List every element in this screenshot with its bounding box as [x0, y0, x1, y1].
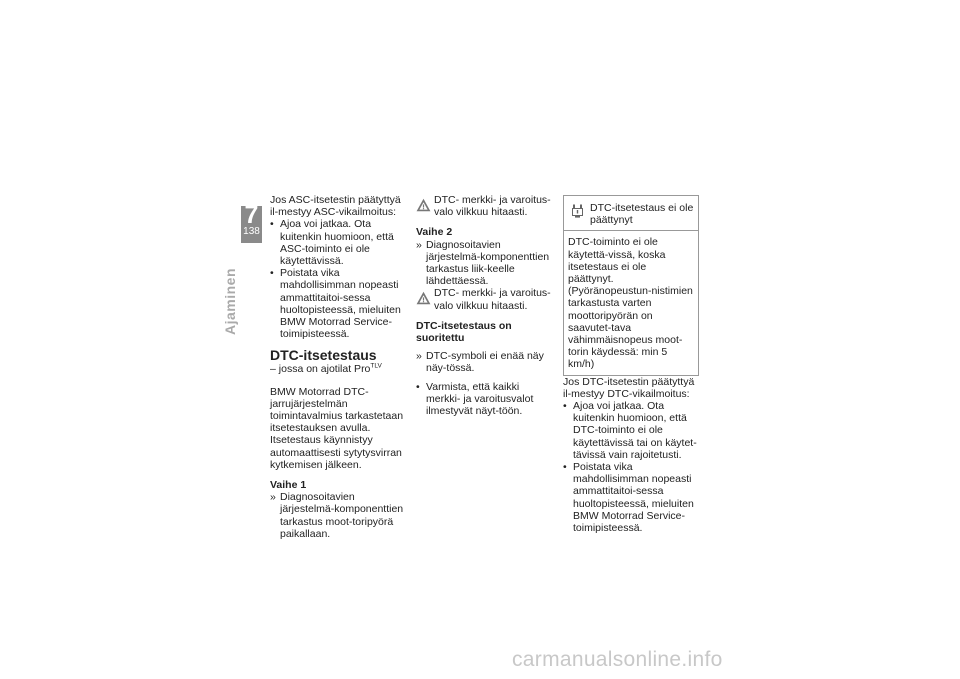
step-heading: Vaihe 1: [270, 479, 307, 492]
warning-icon: [416, 291, 431, 305]
list-item: • Poistata vika mahdollisimman nopeasti ammattitaitoi-sessa huoltopisteessä, mieluiten BMW Motorrad Service-toimipisteessä.: [563, 461, 694, 535]
step-heading: Vaihe 2: [416, 226, 453, 239]
column-2: [416, 194, 556, 417]
list-item: • Poistata vika mahdollisimman nopeasti ammattitaitoi-sessa huoltopisteessä, mieluiten BMW Motorrad Service-toimipisteessä.: [270, 267, 401, 341]
step-item: » DTC-symboli ei enää näy näy-tössä.: [416, 350, 544, 375]
page-number: 138: [243, 226, 260, 237]
warning-note: DTC- merkki- ja varoitus-valo vilkkuu hitaasti.: [416, 194, 556, 218]
step-item: » Diagnosoitavien järjestelmä-komponenttien tarkastus moot-toripyörä paikallaan.: [270, 491, 404, 540]
warning-icon: [416, 198, 431, 212]
info-icon: [572, 204, 583, 218]
dtc-intro: Jos DTC-itsetestin päätyttyä il-mestyy DTC-vikailmoitus:: [563, 375, 695, 400]
info-title: DTC-itsetestaus ei ole päättynyt: [590, 202, 694, 227]
info-box: [563, 195, 699, 376]
step-heading: DTC-itsetestaus on suoritettu: [416, 319, 512, 345]
column-3: [563, 194, 699, 534]
info-body: DTC-toiminto ei ole käytettä-vissä, koska itsetestaus ei ole päättynyt. (Pyöränopeustun-nistimien tarkastusta varten moottoripyörän on saavutet-tava vähimmäisnopeus moot-torin käydessä: min 5 km/h): [568, 236, 693, 371]
section-body: BMW Motorrad DTC-jarrujärjestelmän toimintavalmius tarkastetaan itsetestauksen avulla. Itsetestaus käynnistyy automaattisesti sytytysvirran kytkemisen jälkeen.: [270, 385, 404, 471]
chapter-number: 7: [244, 201, 259, 229]
section-subtitle: – jossa on ajotilat Pro$^{TLV}$: [270, 362, 382, 376]
list-item: • Ajoa voi jatkaa. Ota kuitenkin huomioon, että DTC-toiminto ei ole käytettävissä tai on käytet-tävissä vain rajoitetusti.: [563, 400, 697, 461]
step-item: » Diagnosoitavien järjestelmä-komponenttien tarkastus liik-keelle lähdettäessä.: [416, 238, 550, 288]
warning-note: DTC- merkki- ja varoitus-valo vilkkuu hitaasti.: [416, 287, 556, 311]
list-item: • Varmista, että kaikki merkki- ja varoitusvalot ilmestyvät näyt-töön.: [416, 380, 534, 418]
section-heading: DTC-itsetestaus: [270, 347, 377, 364]
column-1: [270, 194, 410, 540]
watermark: carmanualsonline.info: [512, 648, 723, 671]
list-item: • Ajoa voi jatkaa. Ota kuitenkin huomioon, että ASC-toiminto ei ole käytettävissä.: [270, 218, 394, 268]
asc-intro: Jos ASC-itsetestin päätyttyä il-mestyy ASC-vikailmoitus:: [270, 194, 401, 219]
chapter-title: Ajaminen: [222, 267, 238, 335]
